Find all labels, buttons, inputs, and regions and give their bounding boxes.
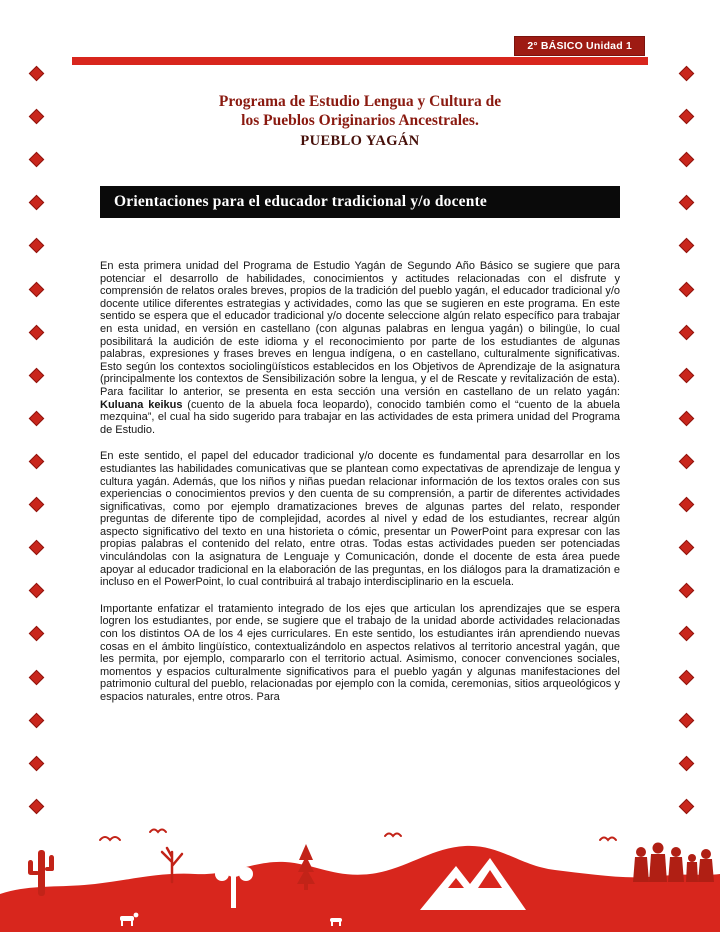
- diamond-ornament-icon: [678, 712, 694, 728]
- diamond-ornament-icon: [678, 66, 694, 82]
- diamond-ornament-icon: [28, 454, 44, 470]
- diamond-ornament-icon: [28, 367, 44, 383]
- diamond-ornament-icon: [678, 195, 694, 211]
- diamond-ornament-icon: [678, 152, 694, 168]
- title-line-2: los Pueblos Originarios Ancestrales.: [241, 112, 479, 129]
- section-banner-title: Orientaciones para el educador tradicional y/o docente: [114, 193, 488, 210]
- diamond-ornament-icon: [28, 238, 44, 254]
- diamond-ornament-icon: [28, 712, 44, 728]
- body-text: [100, 260, 620, 718]
- top-red-rule: [72, 57, 648, 65]
- diamond-ornament-icon: [28, 583, 44, 599]
- diamond-ornament-icon: [28, 755, 44, 771]
- diamond-ornament-icon: [678, 411, 694, 427]
- section-banner: [100, 186, 620, 218]
- diamond-ornament-icon: [678, 324, 694, 340]
- paragraph-1-bold-term: Kuluana keikus: [100, 398, 183, 411]
- diamond-ornament-icon: [28, 195, 44, 211]
- diamond-ornament-icon: [28, 66, 44, 82]
- diamond-ornament-icon: [28, 281, 44, 297]
- diamond-ornament-icon: [678, 281, 694, 297]
- diamond-ornament-icon: [678, 367, 694, 383]
- diamond-ornament-icon: [678, 799, 694, 815]
- diamond-ornament-icon: [28, 540, 44, 556]
- left-ornament-column: [29, 68, 43, 812]
- document-title: [0, 92, 720, 151]
- diamond-ornament-icon: [28, 626, 44, 642]
- footer-illustration: [0, 822, 720, 932]
- diamond-ornament-icon: [678, 454, 694, 470]
- diamond-ornament-icon: [28, 799, 44, 815]
- diamond-ornament-icon: [678, 583, 694, 599]
- diamond-ornament-icon: [28, 411, 44, 427]
- diamond-ornament-icon: [678, 669, 694, 685]
- diamond-ornament-icon: [28, 497, 44, 513]
- diamond-ornament-icon: [28, 152, 44, 168]
- paragraph-1-post: (cuento de la abuela foca leopardo), conocido también como el “cuento de la abuela mezquina”, el cual ha sido sugerido para trabajar en las actividades de esta primera unidad del Programa de Estudio.: [100, 398, 620, 436]
- title-line-1: Programa de Estudio Lengua y Cultura de: [218, 93, 502, 110]
- diamond-ornament-icon: [678, 540, 694, 556]
- diamond-ornament-icon: [678, 626, 694, 642]
- paragraph-2: En este sentido, el papel del educador tradicional y/o docente es fundamental para desarrollar en los estudiantes las habilidades comunicativas que se plantean como expectativas de aprendizaje de lengua y cultura yagán. Además, que los niños y niñas puedan relacionar información de los textos orales con sus experiencias o conocimientos previos y den cuenta de su comprensión, a partir de diferentes actividades significativas, como por ejemplo dramatizaciones breves de algunas partes del relato, responder preguntas de diferente tipo de complejidad, acordes al nivel y edad de los estudiantes, recrear algún aspecto significativo del texto en una historieta o cómic, presentar un PowerPoint para expresar con las propias palabras el contenido del relato, entre otras. Todas estas actividades pueden ser potenciadas vinculándolas con la asignatura de Lenguaje y Comunicación, donde el docente de esta área puede apoyar al educador tradicional en la elaboración de las preguntas, en los diálogos para la dramatización e incluso en el PowerPoint, lo cual contribuirá al trabajo interdisciplinario en la escuela.: [100, 450, 620, 589]
- diamond-ornament-icon: [28, 324, 44, 340]
- landscape-silhouette-art: [0, 822, 720, 932]
- diamond-ornament-icon: [678, 497, 694, 513]
- paragraph-3: Importante enfatizar el tratamiento integrado de los ejes que articulan los aprendizajes que se espera logren los estudiantes, por ende, se sugiere que el trabajo de la unidad aborde actividades relacionadas con los distintos OA de los 4 ejes curriculares. En este sentido, los estudiantes irán aprendiendo nuevas cosas en el ámbito lingüístico, contextualizándolo en aspectos relativos al territorio ancestral yagán, que les permita, por ejemplo, compararlo con el territorio actual. Asimismo, conocer convenciones sociales, momentos y espacios culturalmente significativos para el pueblo yagán y algunas manifestaciones del patrimonio cultural del pueblo, relacionadas por ejemplo con la comida, ceremonias, sitios arqueológicos y espacios naturales, entre otros. Para: [100, 602, 620, 703]
- diamond-ornament-icon: [678, 755, 694, 771]
- right-ornament-column: [679, 68, 693, 812]
- paragraph-1-pre: En esta primera unidad del Programa de Estudio Yagán de Segundo Año Básico se sugiere que para potenciar el desarrollo de habilidades, conocimientos y actitudes relacionadas con el disfrute y comprensión de relatos orales breves, propios de la tradición del pueblo yagán, el educador tradicional y/o docente utilice diferentes estrategias y actividades, como las que se sugieren en este programa. En este sentido se espera que el educador tradicional y/o docente seleccione algún relato específico para trabajar en esta unidad, en versión en castellano (con algunas palabras en lengua yagán) o bilingüe, lo cual posibilitará la audición de este idioma y el reconocimiento por parte de los estudiantes de algunas palabras, expresiones y frases breves en lengua indígena, o en castellano, culturalmente significativas. Esto según los contextos sociolingüísticos establecidos en los Objetivos de Aprendizaje de la asignatura (principalmente los contextos de Sensibilización sobre la lengua, y el de Rescate y revitalización de esta). Para facilitar lo anterior, se presenta en esta sección una versión en castellano de un relato yagán:: [100, 260, 620, 398]
- paragraph-1: [100, 260, 620, 436]
- diamond-ornament-icon: [678, 238, 694, 254]
- unit-badge: 2° BÁSICO Unidad 1: [514, 36, 645, 56]
- title-line-3: PUEBLO YAGÁN: [300, 133, 420, 149]
- diamond-ornament-icon: [28, 669, 44, 685]
